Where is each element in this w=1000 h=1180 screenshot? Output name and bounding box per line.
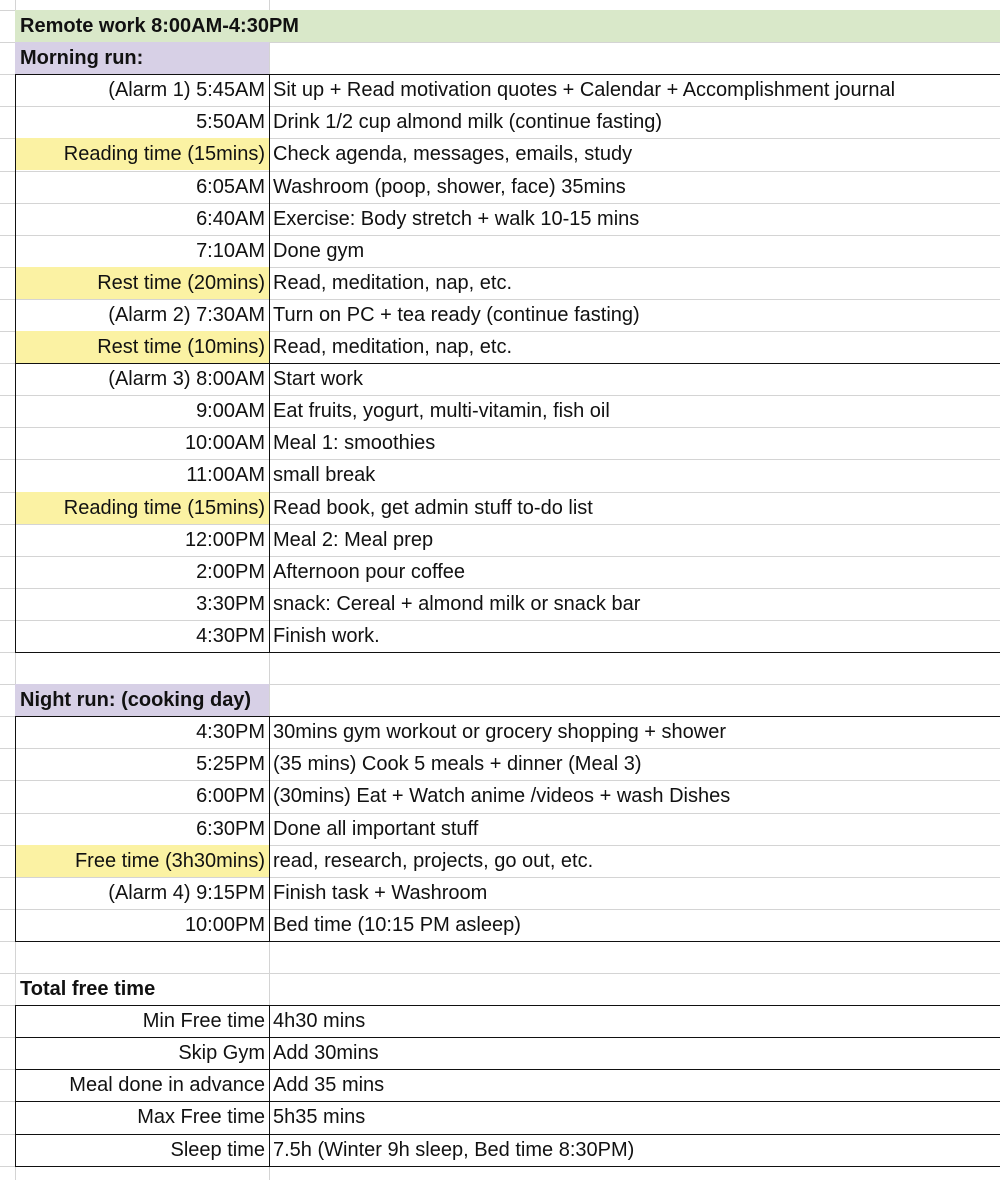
grid-line	[0, 652, 1000, 653]
morning-task-cell[interactable]: Turn on PC + tea ready (continue fasting)	[273, 304, 640, 326]
total-table-border-divider	[269, 1005, 270, 1166]
morning-task-cell[interactable]: Finish work.	[273, 625, 380, 647]
night-time-cell[interactable]: 10:00PM	[184, 914, 265, 936]
night-task-cell[interactable]: (30mins) Eat + Watch anime /videos + wash Dishes	[273, 785, 731, 807]
morning-time-cell[interactable]: Reading time (15mins)	[15, 492, 269, 524]
grid-line	[0, 941, 1000, 942]
total-row-separator	[15, 1069, 1000, 1070]
total-row-separator	[15, 1101, 1000, 1102]
morning-run-header[interactable]: Morning run:	[15, 42, 269, 74]
total-label-cell[interactable]: Max Free time	[137, 1106, 265, 1128]
morning-time-cell[interactable]: Rest time (10mins)	[15, 331, 269, 363]
morning-task-cell[interactable]: Drink 1/2 cup almond milk (continue fasting)	[273, 111, 663, 133]
night-task-cell[interactable]: 30mins gym workout or grocery shopping + shower	[273, 721, 726, 743]
sheet-title-cell[interactable]: Remote work 8:00AM-4:30PM	[15, 10, 1000, 42]
morning-task-cell[interactable]: snack: Cereal + almond milk or snack bar	[273, 593, 641, 615]
morning-time-cell[interactable]: 10:00AM	[184, 432, 265, 454]
grid-line	[0, 1166, 1000, 1167]
morning-time-cell[interactable]: 4:30PM	[196, 625, 265, 647]
morning-time-cell[interactable]: (Alarm 2) 7:30AM	[108, 304, 265, 326]
morning-task-cell[interactable]: Sit up + Read motivation quotes + Calendar + Accomplishment journal	[273, 79, 896, 101]
morning-task-cell[interactable]: Meal 2: Meal prep	[273, 529, 434, 551]
morning-task-cell[interactable]: Check agenda, messages, emails, study	[273, 143, 633, 165]
night-time-cell[interactable]: (Alarm 4) 9:15PM	[108, 882, 265, 904]
total-label-cell[interactable]: Sleep time	[170, 1139, 265, 1161]
night-task-cell[interactable]: read, research, projects, go out, etc.	[273, 850, 594, 872]
night-task-cell[interactable]: (35 mins) Cook 5 meals + dinner (Meal 3)	[273, 753, 642, 775]
total-row-separator	[15, 1037, 1000, 1038]
night-time-cell[interactable]: 4:30PM	[196, 721, 265, 743]
total-label-cell[interactable]: Meal done in advance	[69, 1074, 265, 1096]
total-free-time-header[interactable]: Total free time	[20, 978, 156, 1000]
morning-time-cell[interactable]: 2:00PM	[196, 561, 265, 583]
morning-time-cell[interactable]: 7:10AM	[196, 240, 265, 262]
total-label-cell[interactable]: Skip Gym	[178, 1042, 265, 1064]
morning-time-cell[interactable]: 5:50AM	[196, 111, 265, 133]
morning-task-cell[interactable]: Read, meditation, nap, etc.	[273, 336, 513, 358]
morning-time-cell[interactable]: 9:00AM	[196, 400, 265, 422]
morning-task-cell[interactable]: small break	[273, 464, 376, 486]
night-task-cell[interactable]: Finish task + Washroom	[273, 882, 488, 904]
morning-task-cell[interactable]: Read book, get admin stuff to-do list	[273, 497, 593, 519]
night-time-cell[interactable]: 5:25PM	[196, 753, 265, 775]
work-start-separator	[15, 363, 1000, 364]
morning-time-cell[interactable]: (Alarm 3) 8:00AM	[108, 368, 265, 390]
morning-task-cell[interactable]: Eat fruits, yogurt, multi-vitamin, fish oil	[273, 400, 610, 422]
total-row-separator	[15, 1134, 1000, 1135]
morning-time-cell[interactable]: 12:00PM	[184, 529, 265, 551]
night-run-header[interactable]: Night run: (cooking day)	[15, 684, 269, 716]
morning-task-cell[interactable]: Done gym	[273, 240, 365, 262]
night-table-border-divider	[269, 716, 270, 941]
total-label-cell[interactable]: Min Free time	[142, 1010, 265, 1032]
night-time-cell[interactable]: 6:00PM	[196, 785, 265, 807]
morning-time-cell[interactable]: Rest time (20mins)	[15, 267, 269, 299]
morning-time-cell[interactable]: 11:00AM	[186, 464, 265, 486]
morning-task-cell[interactable]: Exercise: Body stretch + walk 10-15 mins	[273, 208, 640, 230]
night-task-cell[interactable]: Bed time (10:15 PM asleep)	[273, 914, 521, 936]
morning-task-cell[interactable]: Afternoon pour coffee	[273, 561, 465, 583]
night-time-cell[interactable]: Free time (3h30mins)	[15, 845, 269, 877]
morning-time-cell[interactable]: 3:30PM	[196, 593, 265, 615]
total-value-cell[interactable]: Add 35 mins	[273, 1074, 385, 1096]
total-value-cell[interactable]: 7.5h (Winter 9h sleep, Bed time 8:30PM)	[273, 1139, 635, 1161]
morning-time-cell[interactable]: (Alarm 1) 5:45AM	[108, 79, 265, 101]
morning-task-cell[interactable]: Washroom (poop, shower, face) 35mins	[273, 176, 626, 198]
morning-time-cell[interactable]: 6:40AM	[196, 208, 265, 230]
total-value-cell[interactable]: 5h35 mins	[273, 1106, 366, 1128]
morning-time-cell[interactable]: Reading time (15mins)	[15, 138, 269, 170]
morning-task-cell[interactable]: Read, meditation, nap, etc.	[273, 272, 513, 294]
total-value-cell[interactable]: Add 30mins	[273, 1042, 379, 1064]
morning-time-cell[interactable]: 6:05AM	[196, 176, 265, 198]
morning-task-cell[interactable]: Meal 1: smoothies	[273, 432, 436, 454]
morning-task-cell[interactable]: Start work	[273, 368, 364, 390]
night-task-cell[interactable]: Done all important stuff	[273, 818, 479, 840]
total-value-cell[interactable]: 4h30 mins	[273, 1010, 366, 1032]
night-time-cell[interactable]: 6:30PM	[196, 818, 265, 840]
